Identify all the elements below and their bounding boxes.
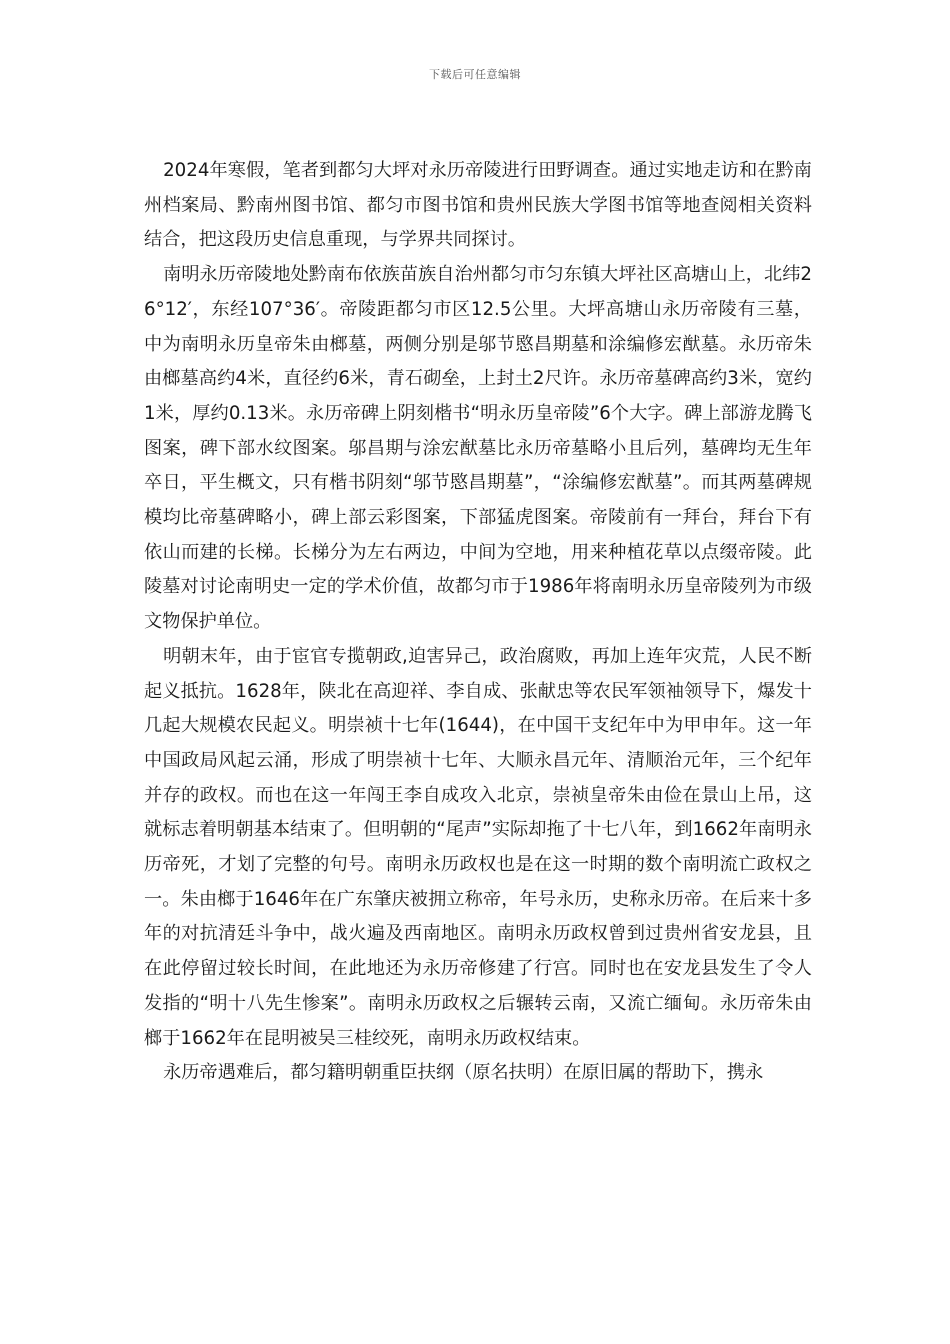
paragraph-mausoleum-description: 南明永历帝陵地处黔南布依族苗族自治州都匀市匀东镇大坪社区高塘山上，北纬26°12′，东经107°36′。帝陵距都匀市区12.5公里。大坪高塘山永历帝陵有三墓，中为南明永历皇帝朱由榔墓，两侧分别是邬节愍昌期墓和涂编修宏猷墓。永历帝朱由榔墓高约4米，直径约6米，青石砌垒，上封土2尺许。永历帝墓碑高约3米，宽约1米，厚约0.13米。永历帝碑上阴刻楷书“明永历皇帝陵”6个大字。碑上部游龙腾飞图案，碑下部水纹图案。邬昌期与涂宏猷墓比永历帝墓略小且后列，墓碑均无生年卒日，平生概文，只有楷书阴刻“邬节愍昌期墓”，“涂编修宏猷墓”。而其两墓碑规模均比帝墓碑略小，碑上部云彩图案，下部猛虎图案。帝陵前有一拜台，拜台下有依山而建的长梯。长梯分为左右两边，中间为空地，用来种植花草以点缀帝陵。此陵墓对讨论南明史一定的学术价值，故都匀市于1986年将南明永历皇帝陵列为市级文物保护单位。 [144,264,812,633]
page-header-note: 下载后可任意编辑 [429,68,521,81]
paragraph-field-survey: 2024年寒假，笔者到都匀大坪对永历帝陵进行田野调查。通过实地走访和在黔南州档案局、黔南州图书馆、都匀市图书馆和贵州民族大学图书馆等地查阅相关资料结合，把这段历史信息重现，与学界共同探讨。 [144,160,812,251]
paragraph-historical-background: 明朝末年，由于宦官专揽朝政,迫害异己，政治腐败，再加上连年灾荒，人民不断起义抵抗。1628年，陕北在高迎祥、李自成、张献忠等农民军领袖领导下，爆发十几起大规模农民起义。明崇祯十七年(1644)，在中国干支纪年中为甲申年。这一年中国政局风起云涌，形成了明崇祯十七年、大顺永昌元年、清顺治元年，三个纪年并存的政权。而也在这一年闯王李自成攻入北京，崇祯皇帝朱由俭在景山上吊，这就标志着明朝基本结束了。但明朝的“尾声”实际却拖了十七八年，到1662年南明永历帝死，才划了完整的句号。南明永历政权也是在这一时期的数个南明流亡政权之一。朱由榔于1646年在广东肇庆被拥立称帝，年号永历，史称永历帝。在后来十多年的对抗清廷斗争中，战火遍及西南地区。南明永历政权曾到过贵州省安龙县，且在此停留过较长时间，在此地还为永历帝修建了行宫。同时也在安龙县发生了令人发指的“明十八先生惨案”。南明永历政权之后辗转云南，又流亡缅甸。永历帝朱由榔于1662年在昆明被吴三桂绞死，南明永历政权结束。 [144,645,812,1049]
paragraph-continuation: 永历帝遇难后，都匀籍明朝重臣扶纲（原名扶明）在原旧属的帮助下，携永 [163,1062,764,1084]
document-body [144,154,812,1091]
